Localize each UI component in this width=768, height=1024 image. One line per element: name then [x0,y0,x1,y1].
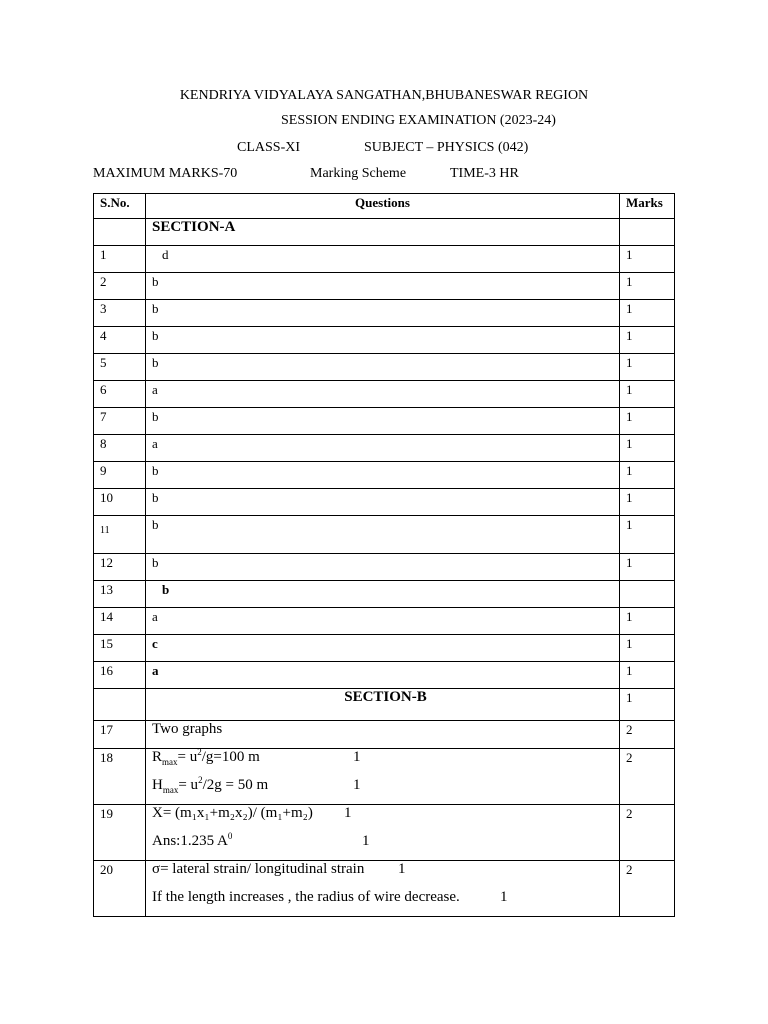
subject-label: SUBJECT – PHYSICS (042) [364,140,529,155]
org-title: KENDRIYA VIDYALAYA SANGATHAN,BHUBANESWAR REGION [179,88,589,103]
row-marks: 2 [620,861,675,917]
row-no: 11 [94,516,146,554]
table-row [94,381,675,408]
row-no: 6 [94,381,146,408]
row-marks: 1 [620,354,675,381]
row-no: 18 [94,749,146,805]
row-no: 2 [94,273,146,300]
table-row [94,608,675,635]
time-label: TIME-3 HR [450,166,519,181]
row-marks: 1 [620,462,675,489]
row-no: 15 [94,635,146,662]
row-marks: 1 [620,489,675,516]
answer-text: a [146,435,620,462]
section-b-marks: 1 [620,689,675,721]
col-header-sno: S.No. [94,194,146,219]
table-row [94,489,675,516]
table-row [94,554,675,581]
row-marks: 1 [620,246,675,273]
row-no: 13 [94,581,146,608]
answer-text: b [146,327,620,354]
answer-text: σ= lateral strain/ longitudinal strain 1 If the length increases , the radius of wire decrease. 1 [146,861,620,917]
row-marks: 1 [620,635,675,662]
row-no: 5 [94,354,146,381]
table-row [94,273,675,300]
class-label: CLASS-XI [237,140,301,155]
table-row [94,408,675,435]
table-row [94,246,675,273]
answer-text: c [146,635,620,662]
col-header-questions: Questions [146,194,620,219]
table-row [94,300,675,327]
row-marks [620,581,675,608]
answer-text: Two graphs [146,721,620,749]
row-no: 20 [94,861,146,917]
row-no: 8 [94,435,146,462]
table-row [94,662,675,689]
answer-text: b [146,300,620,327]
max-marks-label: MAXIMUM MARKS-70 [93,166,238,181]
row-no: 16 [94,662,146,689]
table-row [94,435,675,462]
row-marks: 2 [620,721,675,749]
row-no: 12 [94,554,146,581]
answer-text: b [146,408,620,435]
table-row [94,721,675,749]
answer-text: b [146,489,620,516]
section-a-title: SECTION-A [146,219,620,246]
section-b-title: SECTION-B [146,689,620,721]
row-no: 14 [94,608,146,635]
row-no: 19 [94,805,146,861]
answer-text: b [146,354,620,381]
answer-text: b [146,273,620,300]
table-row [94,581,675,608]
row-no: 10 [94,489,146,516]
row-no: 7 [94,408,146,435]
answer-text: b [146,581,620,608]
row-no: 4 [94,327,146,354]
answer-text: b [146,462,620,489]
col-header-marks: Marks [620,194,675,219]
row-marks: 1 [620,516,675,554]
table-row [94,805,675,861]
row-marks: 1 [620,300,675,327]
table-row [94,354,675,381]
table-row [94,327,675,354]
answer-text: b [146,516,620,554]
exam-title: SESSION ENDING EXAMINATION (2023-24) [281,113,556,128]
row-no: 9 [94,462,146,489]
row-marks: 1 [620,608,675,635]
section-b-row [94,689,675,721]
row-marks: 1 [620,327,675,354]
row-marks: 1 [620,662,675,689]
answer-text: b [146,554,620,581]
table-row [94,462,675,489]
section-a-row [94,219,675,246]
row-marks: 1 [620,381,675,408]
answer-text: $R_{max}= u^2/g=100$ m 1 $H_{max}= u^2/2g = 50$ m 1 [146,749,620,805]
answer-text: d [146,246,620,273]
row-no: 17 [94,721,146,749]
row-no: 3 [94,300,146,327]
answer-text: X= (m₁x₁+m₂x₂)/ (m₁+m₂) 1 Ans:1.235 $A^0$ 1 [146,805,620,861]
row-marks: 1 [620,273,675,300]
marking-scheme-table [93,193,675,917]
doc-type-label: Marking Scheme [310,166,407,181]
row-marks: 2 [620,805,675,861]
row-marks: 2 [620,749,675,805]
row-marks: 1 [620,435,675,462]
row-no: 1 [94,246,146,273]
table-row [94,516,675,554]
answer-text: a [146,608,620,635]
table-row [94,635,675,662]
answer-text: a [146,381,620,408]
answer-text: a [146,662,620,689]
table-row [94,749,675,805]
row-marks: 1 [620,554,675,581]
table-row [94,861,675,917]
row-marks: 1 [620,408,675,435]
